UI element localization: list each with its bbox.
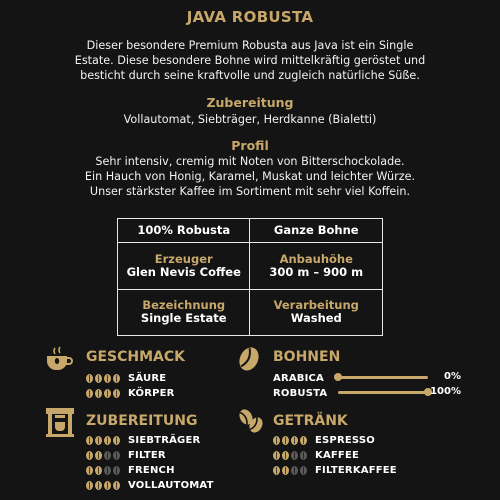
intro-line: Estate. Diese besondere Bohne wird mittelkräftig geröstet und [74,54,426,67]
page-title: JAVA ROBUSTA [186,8,314,26]
profil-line: Sehr intensiv, cremig mit Noten von Bitterschockolade. [95,155,405,168]
bean-share-row [273,371,324,385]
bean-rating [273,451,307,460]
rating-label: KAFFEE [315,449,360,461]
bean-empty-icon [300,451,307,460]
rating-row [273,433,375,447]
bean-filled-icon [104,389,111,398]
info-cell [118,289,250,335]
bean-empty-icon [113,466,120,475]
info-cell [250,289,383,335]
bean-filled-icon [113,481,120,490]
info-cell [118,219,250,243]
arabica-slider-knob [334,373,342,381]
bean-filled-icon [86,451,93,460]
bean-filled-icon [95,436,102,445]
rating-row [273,463,397,477]
bean-filled-icon [104,436,111,445]
info-value: Washed [290,311,342,326]
bean-empty-icon [291,451,298,460]
info-value: 100% Robusta [137,223,231,238]
bean-filled-icon [282,451,289,460]
bean-rating [86,466,120,475]
rating-label: KÖRPER [128,387,175,399]
bean-filled-icon [113,389,120,398]
bean-empty-icon [291,466,298,475]
bean-rating [86,436,120,445]
info-value: Glen Nevis Coffee [126,264,241,279]
bean-empty-icon [104,466,111,475]
bean-filled-icon [104,374,111,383]
rating-label: FILTERKAFFEE [315,464,397,476]
zubereitung-section-title: ZUBEREITUNG [86,413,198,429]
bean-filled-icon [86,389,93,398]
bean-filled-icon [282,466,289,475]
info-value: 300 m – 900 m [269,264,364,279]
bean-filled-icon [113,436,120,445]
rating-row [86,386,175,400]
bean-filled-icon [95,451,102,460]
bean-empty-icon [300,466,307,475]
bean-filled-icon [273,466,280,475]
arabica-slider-track [338,376,428,379]
intro-line: Dieser besondere Premium Robusta aus Java ist ein Single [86,39,414,52]
rating-row [86,448,166,462]
zubereitung-heading: Zubereitung [206,95,294,110]
bean-filled-icon [86,436,93,445]
bean-rating [86,451,120,460]
rating-label: SIEBTRÄGER [128,434,201,446]
bean-filled-icon [95,481,102,490]
rating-label: FILTER [128,449,166,461]
bean-share-label: ARABICA [273,372,324,384]
rating-label: VOLLAUTOMAT [128,479,214,491]
bean-share-row [273,386,327,400]
bean-filled-icon [273,436,280,445]
info-label: Verarbeitung [273,298,359,313]
info-label: Anbauhöhe [279,251,353,266]
rating-label: FRENCH [128,464,175,476]
coffee-bean-icon [236,346,262,372]
bean-rating [273,436,307,445]
bohnen-title: BOHNEN [273,349,341,365]
bean-filled-icon [95,466,102,475]
bean-filled-icon [291,436,298,445]
bean-filled-icon [104,481,111,490]
info-label: Bezeichnung [142,298,226,313]
info-grid [117,218,383,336]
getraenk-title: GETRÄNK [273,413,348,429]
rating-label: SÄURE [128,372,167,384]
info-cell [118,243,250,289]
profil-text [0,154,500,199]
bean-filled-icon [86,481,93,490]
bean-filled-icon [95,389,102,398]
info-cell [250,243,383,289]
bean-rating [86,389,120,398]
rating-row [86,478,214,492]
bean-rating [86,374,120,383]
robusta-percent: 100% [430,386,461,397]
intro-text [0,38,500,83]
espresso-machine-icon [44,407,76,437]
bean-empty-icon [113,451,120,460]
rating-row [86,433,200,447]
rating-label: ESPRESSO [315,434,375,446]
info-value: Single Estate [140,311,227,326]
bean-filled-icon [113,374,120,383]
rating-row [86,371,166,385]
coffee-cup-icon [44,346,74,372]
info-cell [250,219,383,243]
robusta-slider-track [338,391,428,394]
bean-filled-icon [282,436,289,445]
bean-share-label: ROBUSTA [273,387,328,399]
rating-row [86,463,175,477]
rating-row [273,448,359,462]
bean-rating [86,481,120,490]
bean-filled-icon [86,374,93,383]
info-value: Ganze Bohne [273,223,359,238]
intro-line: besticht durch seine kraftvolle und zugleich natürliche Süße. [80,69,420,82]
bean-empty-icon [104,451,111,460]
zubereitung-text: Vollautomat, Siebträger, Herdkanne (Bialetti) [123,113,377,126]
bean-filled-icon [273,451,280,460]
bean-rating [273,466,307,475]
profil-line: Ein Hauch von Honig, Karamel, Muskat und leichter Würze. [84,170,416,183]
arabica-percent: 0% [444,371,461,382]
info-label: Erzeuger [154,251,213,266]
coffee-beans-icon [236,407,266,435]
bean-filled-icon [86,466,93,475]
geschmack-title: GESCHMACK [86,349,186,365]
profil-line: Unser stärkster Kaffee im Sortiment mit sehr viel Koffein. [89,185,411,198]
profil-heading: Profil [231,138,269,153]
bean-filled-icon [300,436,307,445]
bean-filled-icon [95,374,102,383]
